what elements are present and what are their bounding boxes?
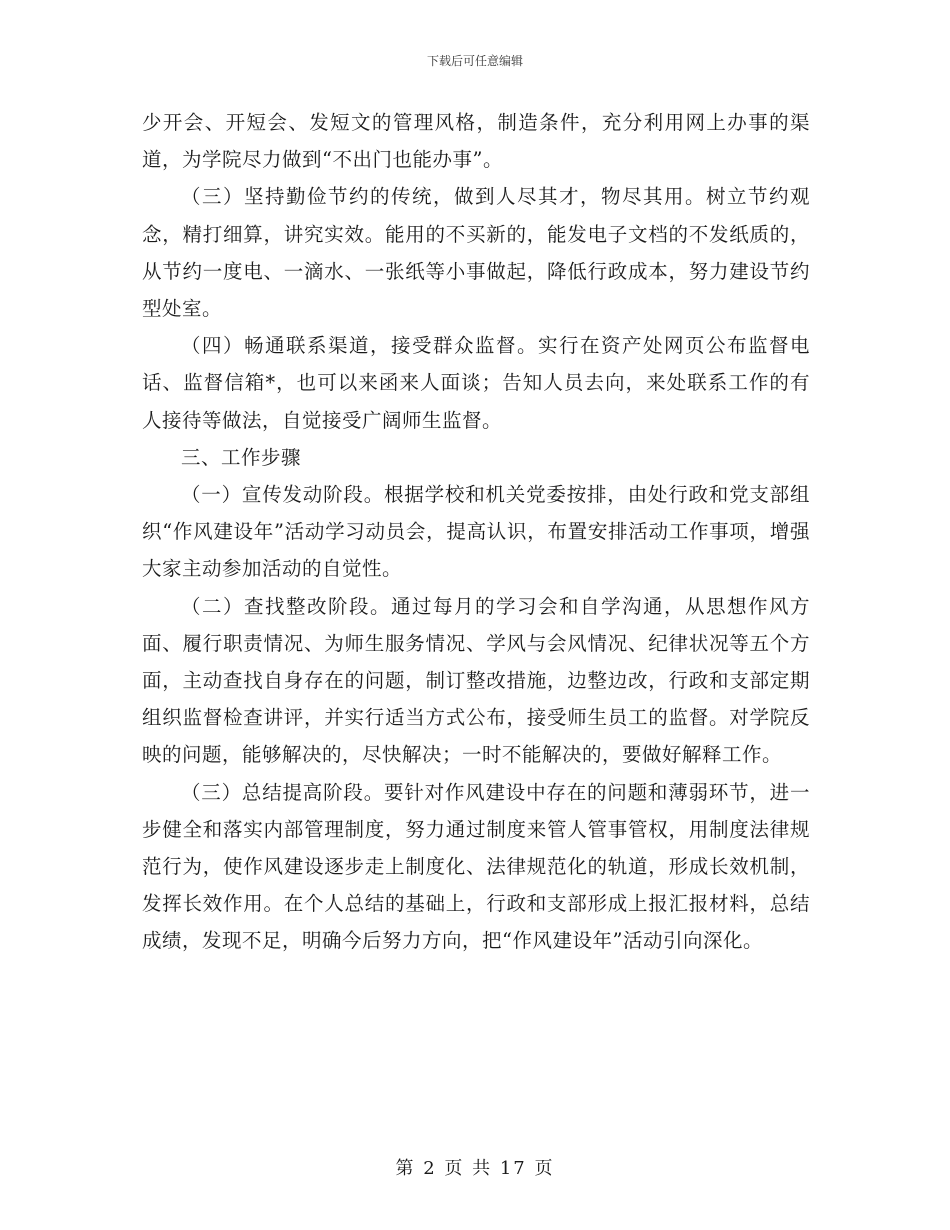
paragraph-frugality: （三）坚持勤俭节约的传统，做到人尽其才，物尽其用。树立节约观念，精打细算，讲究实效。能用的不买新的，能发电子文档的不发纸质的，从节约一度电、一滴水、一张纸等小事做起，降低行政成本，努力建设节约型处室。 <box>142 185 810 321</box>
paragraph-continuation: 少开会、开短会、发短文的管理风格，制造条件，充分利用网上办事的渠道，为学院尽力做到“不出门也能办事”。 <box>142 111 810 172</box>
section-heading-work-steps: 三、工作步骤 <box>181 445 302 469</box>
paragraph-step-two: （二）查找整改阶段。通过每月的学习会和自学沟通，从思想作风方面、履行职责情况、为师生服务情况、学风与会风情况、纪律状况等五个方面，主动查找自身存在的问题，制订整改措施，边整边改，行政和支部定期组织监督检查讲评，并实行适当方式公布，接受师生员工的监督。对学院反映的问题，能够解决的，尽快解决；一时不能解决的，要做好解释工作。 <box>142 594 810 767</box>
paragraph-step-one: （一）宣传发动阶段。根据学校和机关党委按排，由处行政和党支部组织“作风建设年”活动学习动员会，提高认识，布置安排活动工作事项，增强大家主动参加活动的自觉性。 <box>142 483 810 581</box>
paragraph-supervision: （四）畅通联系渠道，接受群众监督。实行在资产处网页公布监督电话、监督信箱*，也可以来函来人面谈；告知人员去向，来处联系工作的有人接待等做法，自觉接受广阔师生监督。 <box>142 334 810 432</box>
page-header: 下载后可任意编辑 <box>426 54 523 68</box>
page-number-footer: 第 2 页 共 17 页 <box>395 1158 555 1179</box>
paragraph-step-three: （三）总结提高阶段。要针对作风建设中存在的问题和薄弱环节，进一步健全和落实内部管理制度，努力通过制度来管人管事管权，用制度法律规范行为，使作风建设逐步走上制度化、法律规范化的轨道，形成长效机制，发挥长效作用。在个人总结的基础上，行政和支部形成上报汇报材料，总结成绩，发现不足，明确今后努力方向，把“作风建设年”活动引向深化。 <box>142 780 810 953</box>
document-body <box>142 104 810 960</box>
